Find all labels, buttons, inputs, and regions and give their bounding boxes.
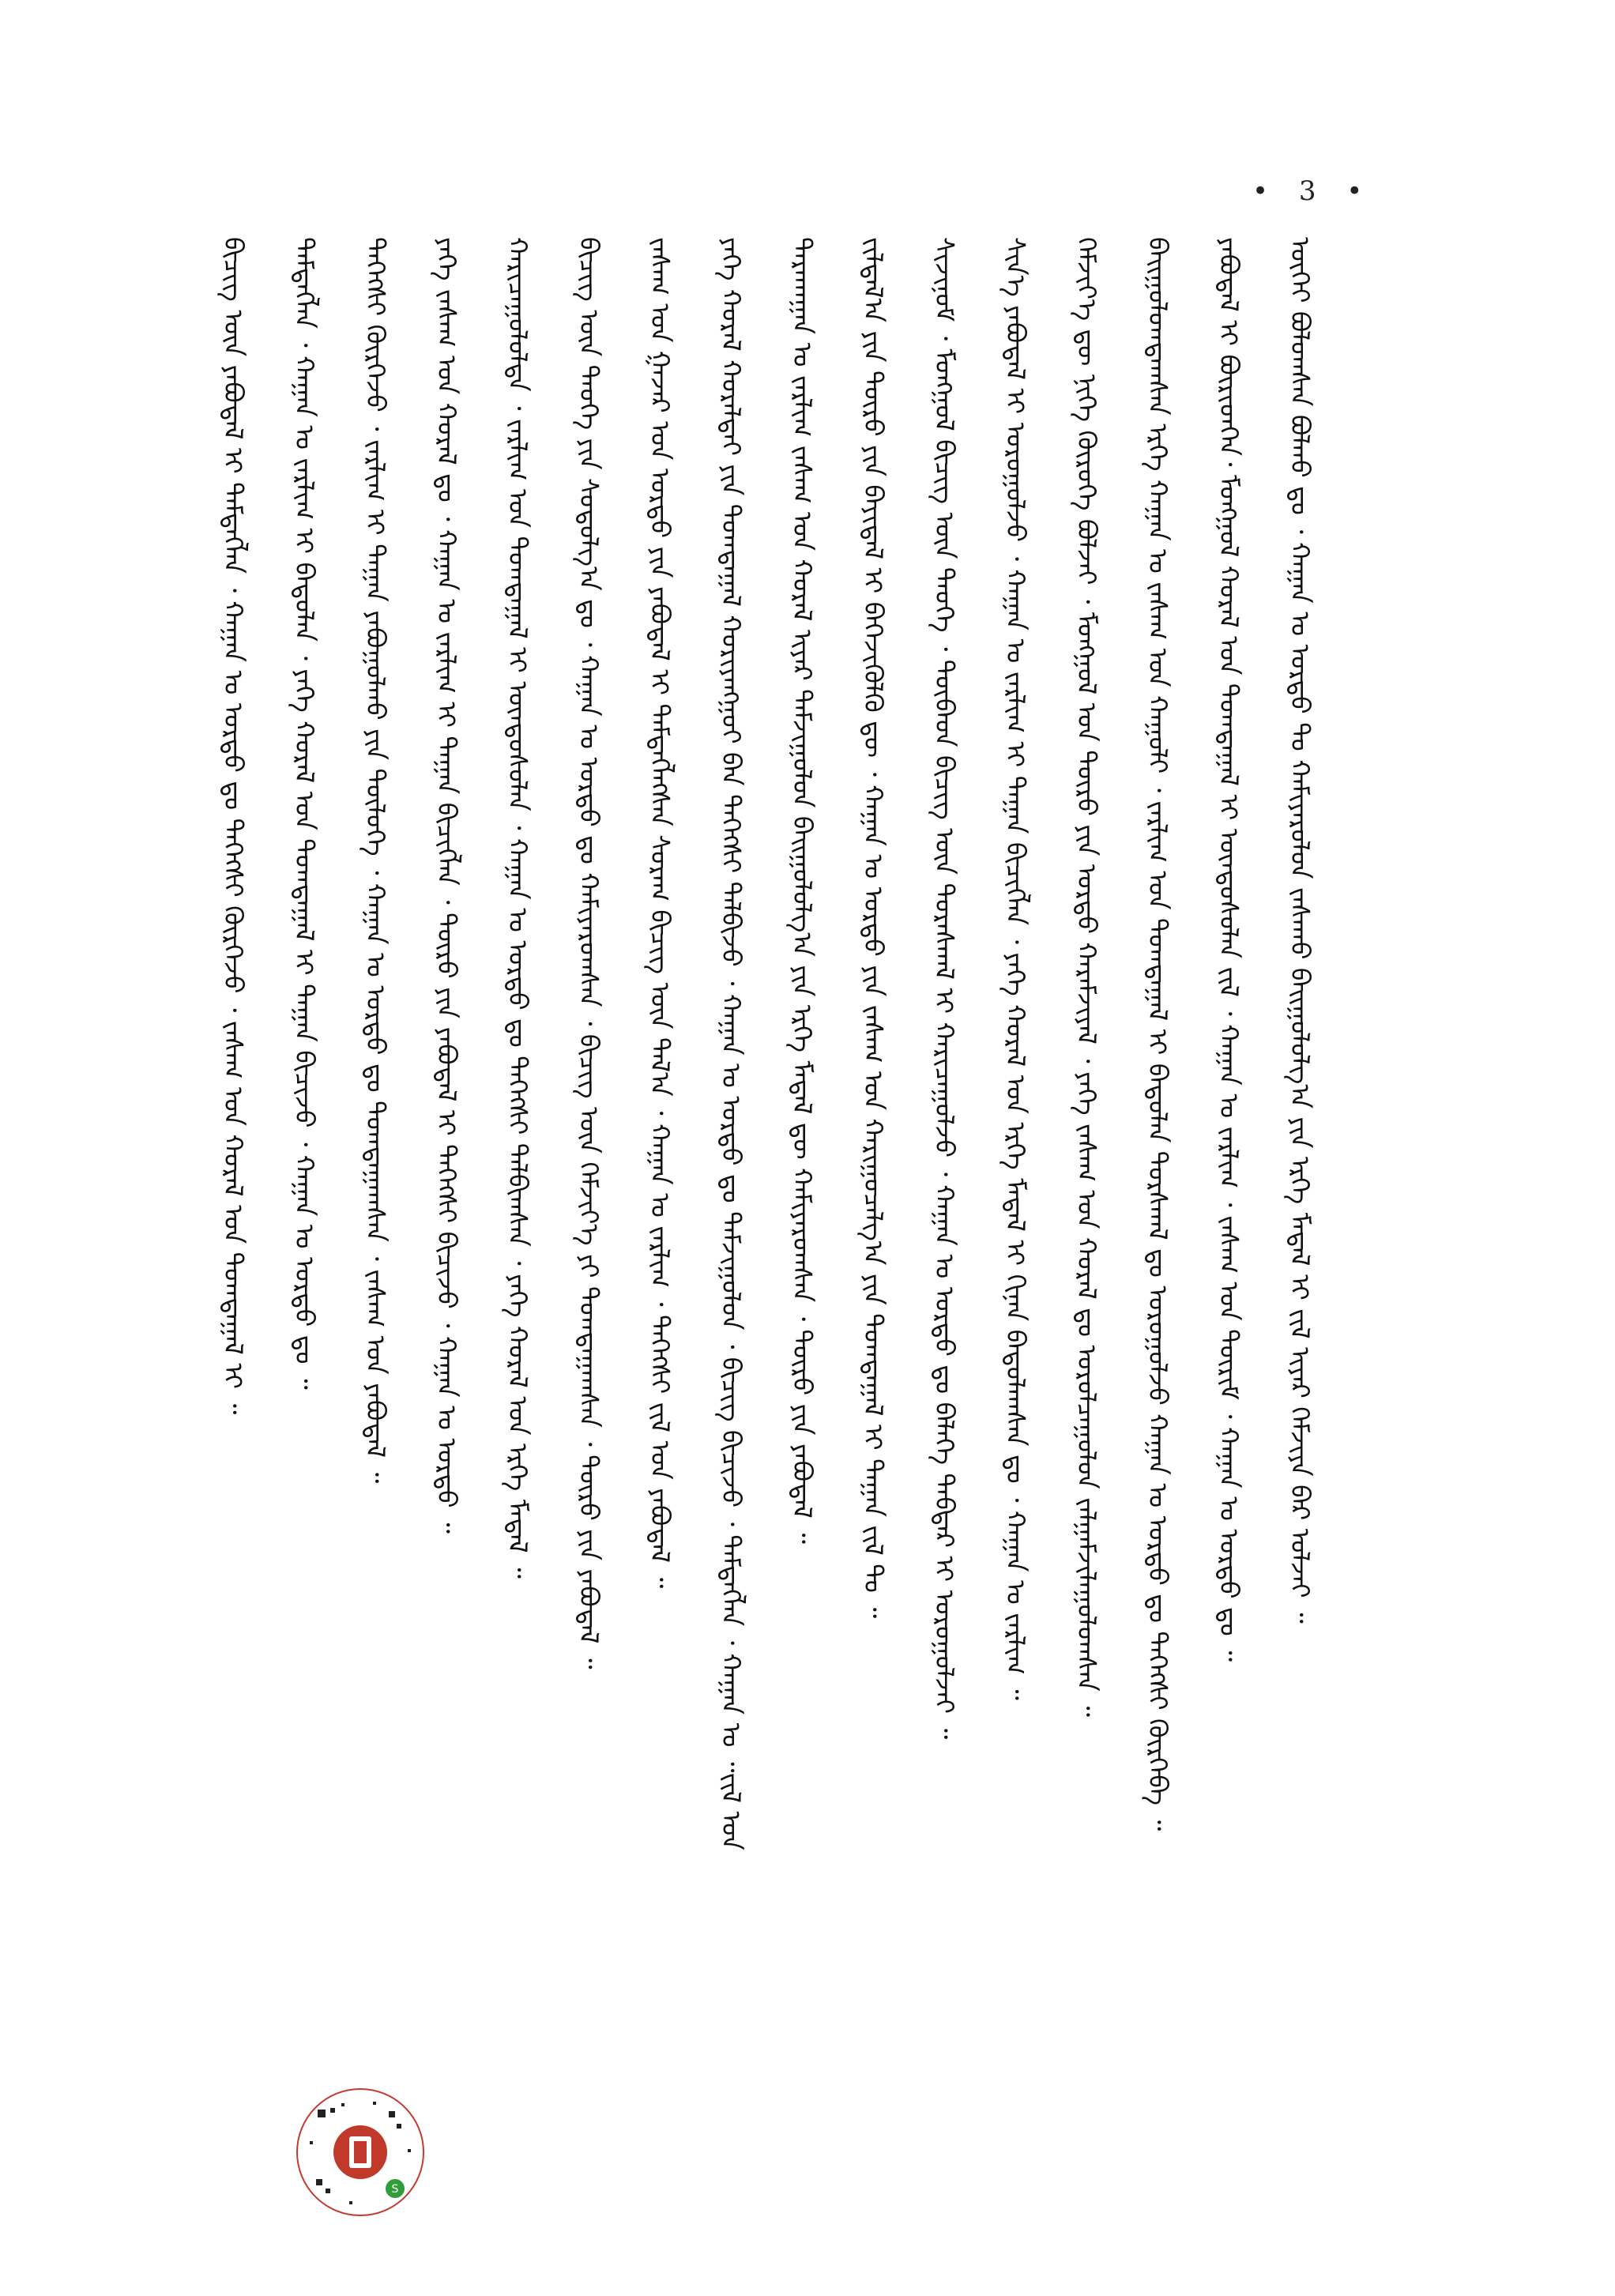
text-column xyxy=(1063,237,1109,2078)
text-column-leading: ᠰᠢᠵᠢ xyxy=(929,237,960,288)
text-column-content: ᠲᠠᠯ᠎ᠠ ᠶᠢᠨ ᠲᠦᠷᠦ ᠶᠢᠨ ᠪᠠᠶᠢᠳᠠᠯ ᠢ ᠪᠡᠬᠡᠵᠢᠭᠦᠯᠬᠦ ᠳᠦ ᠂ ᠬᠠᠭᠠᠨ ᠤ ᠣᠷᠳᠤ ᠶᠢᠨ ᠵᠠᠰᠠᠭ ᠤᠨ ᠬᠠᠷᠢᠭᠤᠴᠠᠯᠭ᠎ᠠ ᠶᠢᠨ ᠲᠣᠭᠲᠠᠭᠠᠯ ᠢ ᠳᠠᠭᠠᠨ ᠵᠢᠯ ᠲᠤ ᠃ xyxy=(858,265,889,1619)
text-column xyxy=(921,237,967,2078)
text-column-content: ᠵᠠᠰᠠᠭ ᠤᠨ ᠭᠠᠵᠠᠷ ᠤᠨ ᠣᠷᠳᠤ ᠶᠢᠨ ᠶᠠᠪᠤᠳᠠᠯ ᠢ ᠲᠡᠮᠳᠡᠭᠯᠡᠭᠰᠡᠨ ᠰᠤᠷᠠᠭ ᠪᠢᠴᠢᠭ ᠦᠨ ᠲᠠᠯ᠎ᠠ ᠂ ᠬᠠᠭᠠᠨ ᠤ ᠵᠠᠷᠯᠢᠭ ᠂ ᠳᠡᠭᠡᠭᠰᠢ ᠵᠢᠯ ᠤᠨ ᠶᠠᠪᠤᠳᠠᠯ ᠃ xyxy=(645,237,676,1589)
text-column-content: ᠶᠡᠬᠡ ᠵᠠᠰᠠᠭ ᠤᠨ ᠬᠤᠷᠠᠯ ᠳᠤ ᠂ ᠬᠠᠭᠠᠨ ᠤ ᠵᠠᠷᠯᠢᠭ ᠢ ᠳᠠᠭᠠᠨ ᠪᠢᠴᠢᠭᠯᠡᠨ ᠂ ᠲᠦᠷᠦ ᠶᠢᠨ ᠶᠠᠪᠤᠳᠠᠯ ᠢ ᠳᠡᠭᠡᠭᠰᠢ ᠪᠢᠴᠢᠵᠦ ᠂ ᠬᠠᠭᠠᠨ ᠤ ᠣᠷᠳᠤ ᠃ xyxy=(431,237,462,1534)
text-column xyxy=(1206,237,1252,2078)
text-column-content: ᠬᠠᠷᠢᠴᠠᠭᠤᠯᠤᠯᠲᠠ ᠂ ᠵᠠᠷᠯᠢᠭ ᠤᠨ ᠲᠣᠭᠲᠠᠭᠠᠯ ᠢ ᠦᠨᠳᠦᠰᠦᠯᠡᠨ ᠂ ᠬᠠᠭᠠᠨ ᠤ ᠣᠷᠳᠤ ᠳᠤ ᠳᠡᠭᠡᠭᠰᠢ ᠲᠠᠯᠪᠢᠭᠰᠠᠨ ᠂ ᠶᠡᠬᠡ ᠬᠤᠷᠠᠯ ᠤᠨ ᠡᠷᠬᠡ ᠮᠡᠳᠡᠯ ᠃ xyxy=(503,237,533,1579)
text-column-content: ᠬᠠᠭᠠᠨ ᠤ ᠵᠠᠷᠯᠢᠭ ᠵᠠᠰᠠᠭ ᠤᠨ ᠬᠤᠷᠠᠯ ᠢᠶᠠᠷ ᠳᠠᠮᠵᠢᠭᠤᠯᠤᠨ ᠪᠠᠢᠭᠤᠯᠤᠯᠭ᠎ᠠ ᠶᠢᠨ ᠡᠷᠬᠡ ᠮᠡᠳᠡᠯ ᠳᠦ ᠬᠠᠮᠢᠶᠠᠷᠤᠭᠰᠠᠨ ᠂ ᠲᠦᠷᠦ ᠶᠢᠨ ᠶᠠᠪᠤᠳᠠᠯ ᠃ xyxy=(787,278,818,1544)
text-column-content: ᠨᠣᠮ ᠂ ᠮᠣᠩᠭᠣᠯ ᠪᠢᠴᠢᠭ ᠦᠨ ᠲᠡᠦᠬᠡ ᠂ ᠲᠦᠪᠡᠳ ᠪᠢᠴᠢᠭ ᠦᠨ ᠳᠤᠷᠠᠰᠬᠠᠯ ᠢ ᠬᠠᠷᠢᠴᠠᠭᠤᠯᠵᠤ ᠂ ᠬᠠᠭᠠᠨ ᠤ ᠣᠷᠳᠤ ᠳᠤ ᠪᠡᠯᠡᠭᠡ ᠳᠡᠪᠲᠡᠷ ᠢ ᠣᠷᠣᠭᠤᠯᠵᠠᠢ ᠃ xyxy=(929,287,960,1740)
text-column xyxy=(210,237,256,2078)
text-column-content: ᠲᠡᠮᠳᠡᠭᠯᠡᠨ ᠂ ᠬᠠᠭᠠᠨ ᠤ ᠵᠠᠷᠯᠢᠭ ᠢ ᠪᠠᠲᠤᠯᠠᠨ ᠂ ᠶᠡᠬᠡ ᠬᠤᠷᠠᠯ ᠤᠨ ᠲᠣᠭᠲᠠᠭᠠᠯ ᠢ ᠳᠠᠭᠠᠨ ᠪᠢᠴᠢᠵᠦ ᠂ ᠬᠠᠭᠠᠨ ᠤ ᠣᠷᠳᠤ ᠳᠤ ᠃ xyxy=(289,237,320,1390)
text-column xyxy=(1135,237,1180,2078)
svg-text:S: S xyxy=(391,2183,399,2196)
text-column xyxy=(708,237,754,2078)
text-column xyxy=(850,237,896,2078)
text-column xyxy=(281,237,327,2078)
text-column-content: ᠪᠠᠢᠭᠤᠯᠤᠭᠳᠠᠭᠰᠠᠨ ᠡᠷᠬᠡ ᠬᠠᠭᠠᠨ ᠤ ᠵᠠᠰᠠᠭ ᠤᠨ ᠬᠠᠭᠤᠯᠢ ᠂ ᠵᠠᠷᠯᠢᠭ ᠤᠨ ᠲᠣᠭᠲᠠᠭᠠᠯ ᠢ ᠪᠠᠲᠤᠯᠠᠨ ᠳᠤᠷᠰᠬᠠᠯ ᠳᠤ ᠣᠷᠣᠭᠤᠯᠵᠤ ᠬᠠᠭᠠᠨ ᠤ ᠣᠷᠳᠤ ᠳᠤ ᠳᠡᠭᠡᠭᠰᠢ ᠬᠦᠷᠭᠡᠪᠡ ᠃ xyxy=(1143,237,1173,1831)
text-column-content: ᠶᠠᠪᠤᠳᠠᠯ ᠢ ᠪᠦᠷᠢᠳᠬᠡᠨ᠂ ᠮᠣᠩᠭᠣᠯ ᠬᠤᠷᠠᠯ ᠤᠨ ᠲᠣᠭᠲᠠᠭᠠᠯ ᠢ ᠦᠨᠳᠦᠰᠦᠯᠡᠨ ᠵᠢᠯ ᠂ ᠬᠠᠭᠠᠨ ᠤ ᠵᠠᠷᠯᠢᠭ ᠂ ᠵᠠᠰᠠᠭ ᠤᠨ ᠳᠦᠷᠢᠮ ᠂ ᠬᠠᠭᠠᠨ ᠤ ᠣᠷᠳᠤ ᠳᠤ ᠃ xyxy=(1214,237,1244,1662)
mongolian-text-block xyxy=(198,237,1335,2078)
text-column xyxy=(566,237,612,2078)
text-column xyxy=(637,237,683,2078)
text-column xyxy=(1277,237,1323,2078)
text-column-content: ᠦᠭᠡᠢ ᠪᠣᠯᠣᠭᠰᠠᠨ ᠪᠤᠯᠬᠤ ᠳᠤ ᠂ ᠬᠠᠭᠠᠨ ᠤ ᠣᠷᠳᠤ ᠲᠤ ᠬᠠᠮᠢᠶᠠᠷᠤᠯᠤᠨ ᠵᠠᠰᠠᠬᠤ ᠪᠠᠢᠭᠤᠯᠤᠯᠭ᠎ᠠ ᠶᠢᠨ ᠡᠷᠬᠡ ᠮᠡᠳᠡᠯ ᠢ ᠵᠢᠯ ᠢᠶᠡᠷ ᠬᠡᠮᠵᠢᠶᠡ ᠪᠡᠷ ᠣᠯᠵᠠᠢ ᠃ xyxy=(1285,237,1316,1624)
text-column-content: ᠰᠢᠨ᠎ᠡ ᠶᠠᠪᠤᠳᠠᠯ ᠢ ᠣᠷᠣᠭᠤᠯᠵᠤ ᠂ ᠬᠠᠭᠠᠨ ᠤ ᠵᠠᠷᠯᠢᠭ ᠢ ᠳᠠᠭᠠᠨ ᠪᠢᠴᠢᠭᠯᠡᠨ ᠂ ᠶᠡᠬᠡ ᠬᠤᠷᠠᠯ ᠤᠨ ᠡᠷᠬᠡ ᠮᠡᠳᠡᠯ ᠢ ᠬᠢᠨᠠᠨ ᠪᠠᠲᠤᠯᠠᠭᠰᠠᠨ ᠳᠤ ᠂ ᠬᠠᠭᠠᠨ ᠤ ᠵᠠᠷᠯᠢᠭ ᠃ xyxy=(1000,237,1031,1700)
text-column-trailing: ᠵᠢᠯ ᠤᠨ xyxy=(716,1772,747,1850)
text-column xyxy=(424,237,469,2078)
page-number: • 3 • xyxy=(1252,175,1374,207)
text-column-content: ᠳᠡᠭᠡᠭᠰᠢ ᠬᠦᠷᠭᠡᠵᠦ ᠂ ᠵᠠᠷᠯᠢᠭ ᠢ ᠳᠠᠭᠠᠨ ᠶᠠᠪᠤᠭᠤᠯᠬᠤ ᠶᠢᠨ ᠲᠦᠯᠦᠭᠡ ᠂ ᠬᠠᠭᠠᠨ ᠤ ᠣᠷᠳᠤ ᠳᠤ ᠲᠣᠭᠲᠠᠭᠠᠭᠰᠠᠨ ᠂ ᠵᠠᠰᠠᠭ ᠤᠨ ᠶᠠᠪᠤᠳᠠᠯ ᠃ xyxy=(360,237,391,1484)
text-column-content: ᠶᠡᠬᠡ ᠬᠤᠷᠠᠯ ᠬᠤᠷᠠᠯᠳᠠᠢ ᠶᠢᠨ ᠲᠣᠭᠲᠠᠭᠠᠯ ᠬᠣᠷᠢᠶᠠᠩᠭᠤᠢ ᠪᠡᠨ ᠳᠡᠭᠡᠭᠰᠢ ᠲᠠᠯᠪᠢᠵᠤ ᠂ ᠬᠠᠭᠠᠨ ᠤ ᠣᠷᠳᠤ ᠳᠤ ᠳᠠᠮᠵᠢᠭᠤᠯᠤᠨ ᠂ ᠪᠢᠴᠢᠭ ᠪᠢᠴᠢᠵᠦ ᠂ ᠲᠡᠮᠳᠡᠭᠯᠡᠨ ᠂ ᠬᠠᠭᠠᠨ ᠤ ᠃ xyxy=(716,237,747,1773)
text-column xyxy=(495,237,540,2078)
text-column xyxy=(779,237,825,2078)
text-column-content: ᠪᠢᠴᠢᠭ ᠦᠨ ᠶᠠᠪᠤᠳᠠᠯ ᠢ ᠲᠡᠮᠳᠡᠭᠯᠡᠨ ᠂ ᠬᠠᠭᠠᠨ ᠤ ᠣᠷᠳᠤ ᠳᠤ ᠳᠡᠭᠡᠭᠰᠢ ᠬᠦᠷᠭᠡᠵᠦ ᠂ ᠵᠠᠰᠠᠭ ᠤᠨ ᠬᠤᠷᠠᠯ ᠤᠨ ᠲᠣᠭᠲᠠᠭᠠᠯ ᠢ ᠃ xyxy=(218,237,249,1415)
text-column-content: ᠪᠢᠴᠢᠭ ᠦᠨ ᠲᠡᠦᠬᠡ ᠶᠢᠨ ᠰᠤᠳᠤᠯᠭ᠎ᠠ ᠳᠤ ᠂ ᠬᠠᠭᠠᠨ ᠤ ᠣᠷᠳᠤ ᠳᠤ ᠬᠠᠮᠢᠶᠠᠷᠤᠭᠰᠠᠨ ᠂ ᠪᠢᠴᠢᠭ ᠦᠨ ᠬᠡᠮᠵᠢᠶ᠎ᠡ ᠶᠢ ᠲᠣᠭᠲᠠᠭᠠᠭᠰᠠᠨ ᠂ ᠲᠦᠷᠦ ᠶᠢᠨ ᠶᠠᠪᠤᠳᠠᠯ ᠃ xyxy=(574,237,604,1669)
qr-code-icon[interactable] xyxy=(294,2086,427,2219)
text-column xyxy=(992,237,1038,2078)
text-column xyxy=(352,237,398,2078)
text-column-leading: ᠵᠢᠯ xyxy=(858,237,889,265)
text-column-content: ᠬᠡᠮᠵᠢᠶ᠎ᠡ ᠳᠦ ᠨᠢᠭᠡ ᠬᠦᠷᠦᠭᠡ ᠪᠣᠯᠵᠠᠢ ᠂ ᠮᠣᠩᠭᠣᠯ ᠤᠨ ᠲᠦᠷᠦ ᠶᠢᠨ ᠣᠷᠳᠤ ᠬᠠᠷᠠᠮᠵᠢᠶᠠᠯ ᠂ ᠶᠡᠬᠡ ᠵᠠᠰᠠᠭ ᠤᠨ ᠬᠤᠷᠠᠯ ᠳᠤ ᠣᠷᠣᠯᠴᠠᠭᠤᠯᠤᠨ ᠵᠠᠯᠭᠠᠮᠵᠢᠯᠠᠭᠤᠯᠤᠭᠰᠠᠨ ᠃ xyxy=(1071,237,1102,1717)
text-column-leading: ᠲᠡᠷᠡ xyxy=(787,237,818,279)
